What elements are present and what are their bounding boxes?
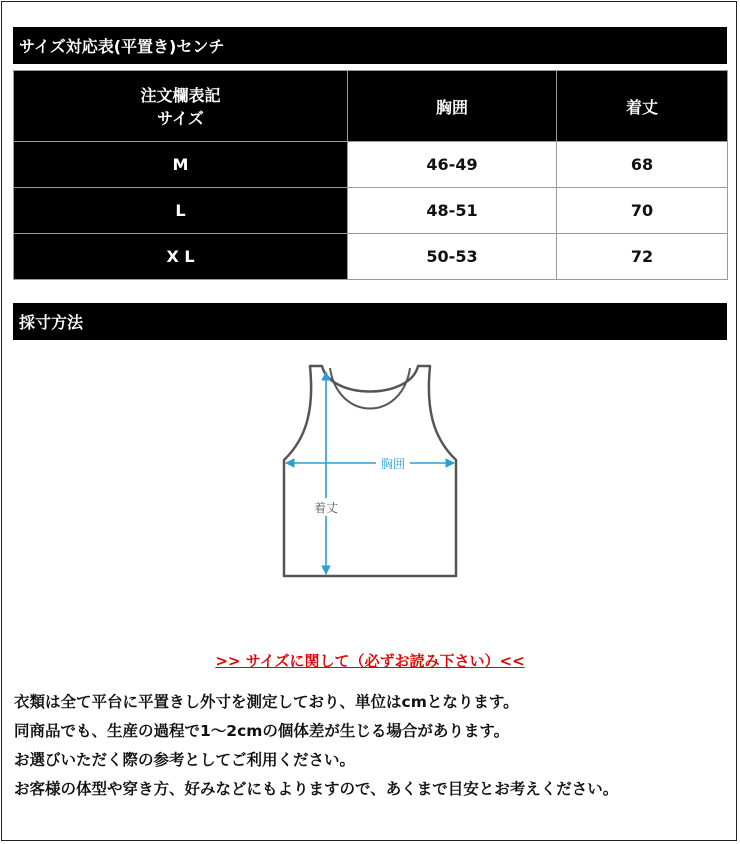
size-table-header — [14, 71, 728, 142]
length-value: 70 — [557, 188, 728, 234]
header-size-line1: 注文欄表記 — [140, 86, 221, 105]
note-line: 同商品でも、生産の過程で1〜2cmの個体差が生じる場合があります。 — [14, 722, 510, 740]
measure-section-title: 採寸方法 — [13, 303, 727, 340]
header-size-cell — [14, 71, 348, 142]
size-label: L — [14, 188, 348, 234]
header-chest: 胸囲 — [348, 71, 557, 142]
size-notice: >> サイズに関して（必ずお読み下さい）<< — [215, 652, 525, 670]
chest-label: 胸囲 — [380, 457, 406, 471]
table-row — [14, 234, 728, 280]
tank-top-diagram — [270, 352, 470, 592]
length-label: 着丈 — [313, 501, 339, 515]
size-label: X L — [14, 234, 348, 280]
size-table — [13, 70, 728, 280]
note-line: 衣類は全て平台に平置きし外寸を測定しており、単位はcmとなります。 — [14, 693, 519, 711]
chest-value: 50-53 — [348, 234, 557, 280]
length-value: 68 — [557, 142, 728, 188]
size-label: M — [14, 142, 348, 188]
note-line: お選びいただく際の参考としてご利用ください。 — [14, 751, 356, 769]
chest-value: 48-51 — [348, 188, 557, 234]
header-size-line2: サイズ — [157, 109, 204, 128]
header-length: 着丈 — [557, 71, 728, 142]
table-row — [14, 142, 728, 188]
size-table-title: サイズ対応表(平置き)センチ — [13, 27, 727, 64]
length-value: 72 — [557, 234, 728, 280]
chest-value: 46-49 — [348, 142, 557, 188]
note-line: お客様の体型や穿き方、好みなどにもよりますので、あくまで目安とお考えください。 — [14, 780, 619, 798]
garment-outline — [284, 366, 456, 576]
size-notes — [14, 690, 734, 806]
table-row — [14, 188, 728, 234]
